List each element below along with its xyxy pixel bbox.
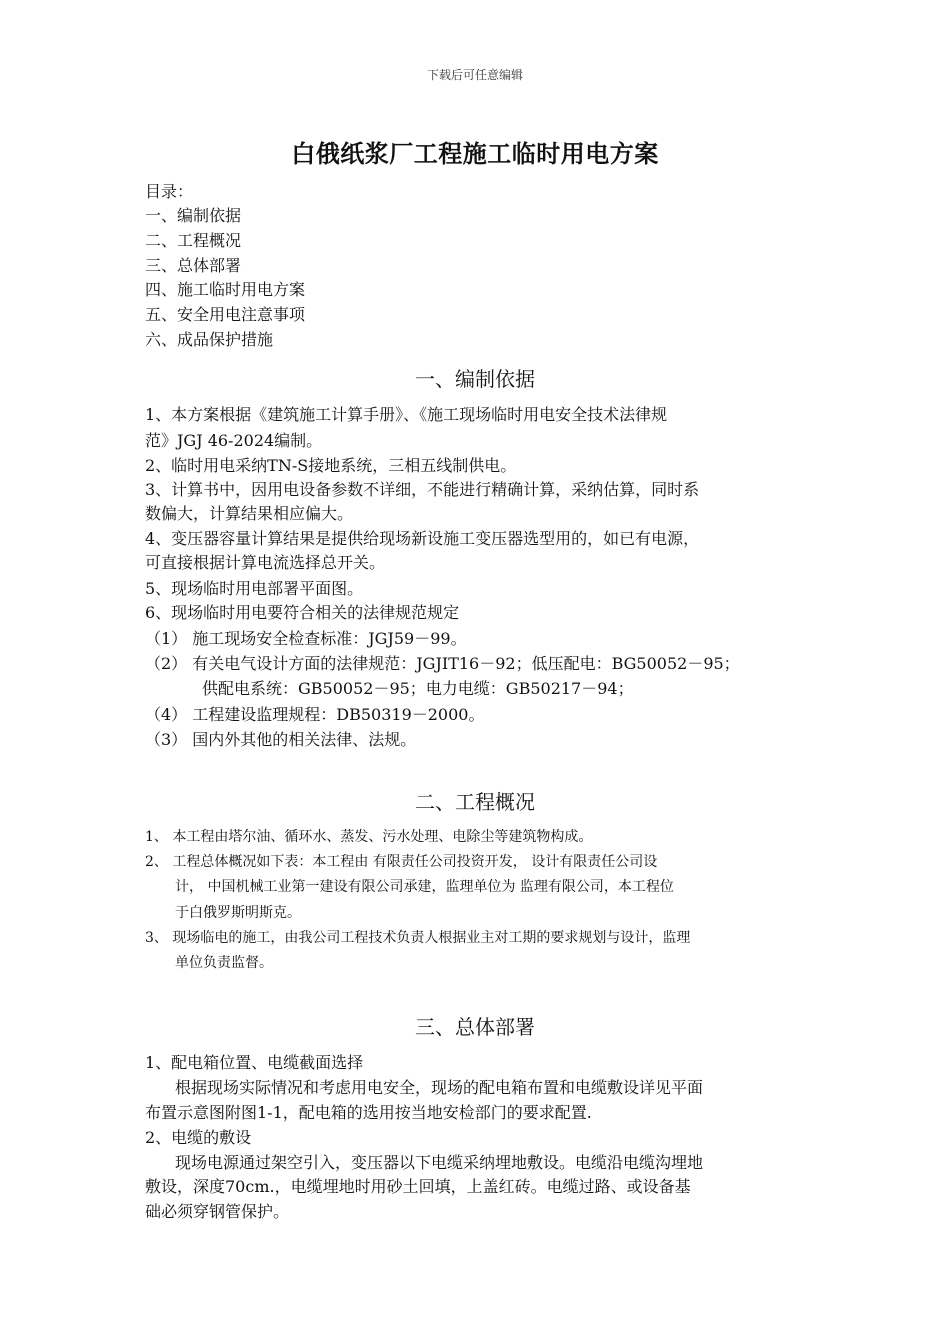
paragraph-line: 2、 工程总体概况如下表：本工程由 有限责任公司投资开发， 设计有限责任公司设 — [145, 854, 658, 870]
header-note: 下载后可任意编辑 — [426, 68, 523, 82]
toc-item: 一、编制依据 — [145, 206, 242, 225]
paragraph-line: 3、 现场临电的施工，由我公司工程技术负责人根据业主对工期的要求规划与设计，监理 — [145, 930, 691, 946]
section-heading: 二、工程概况 — [415, 790, 535, 814]
list-item-continuation: 供配电系统：GB50052－95；电力电缆：GB50217－94； — [202, 679, 634, 698]
paragraph-line: 3、计算书中，因用电设备参数不详细，不能进行精确计算，采纳估算，同时系 — [145, 480, 700, 499]
paragraph-line: 5、现场临时用电部署平面图。 — [145, 579, 364, 598]
paragraph-line: 数偏大，计算结果相应偏大。 — [145, 504, 354, 523]
list-item: （4） 工程建设监理规程：DB50319－2000。 — [145, 705, 485, 724]
list-item: （1） 施工现场安全检查标准：JGJ59－99。 — [145, 629, 467, 648]
paragraph-line: 敷设，深度70cm.，电缆埋地时用砂土回填，上盖红砖。电缆过路、或设备基 — [145, 1177, 691, 1196]
paragraph-line: 6、现场临时用电要符合相关的法律规范规定 — [145, 603, 460, 622]
paragraph-line: 础必须穿钢管保护。 — [145, 1202, 290, 1221]
paragraph-line: 1、 本工程由塔尔油、循环水、蒸发、污水处理、电除尘等建筑物构成。 — [145, 829, 593, 845]
list-item: （2） 有关电气设计方面的法律规范：JGJIT16－92；低压配电：BG50052－95； — [145, 654, 740, 673]
section-heading: 三、总体部署 — [415, 1015, 535, 1039]
paragraph-line: 范》JGJ 46-2024编制。 — [145, 431, 323, 450]
toc-label: 目录： — [145, 182, 194, 201]
paragraph-line: 2、电缆的敷设 — [145, 1128, 252, 1147]
paragraph-line: 于白俄罗斯明斯克。 — [175, 905, 301, 921]
paragraph-line: 布置示意图附图1-1，配电箱的选用按当地安检部门的要求配置. — [145, 1103, 592, 1122]
list-item: （3） 国内外其他的相关法律、法规。 — [145, 730, 417, 749]
section-heading: 一、编制依据 — [415, 367, 535, 391]
paragraph-line: 计， 中国机械工业第一建设有限公司承建，监理单位为 监理有限公司，本工程位 — [175, 879, 674, 895]
paragraph-line: 4、变压器容量计算结果是提供给现场新设施工变压器选型用的，如已有电源， — [145, 529, 700, 548]
paragraph-line: 2、临时用电采纳TN-S接地系统，三相五线制供电。 — [145, 456, 517, 475]
paragraph-line: 单位负责监督。 — [175, 955, 273, 971]
document-title: 白俄纸浆厂工程施工临时用电方案 — [291, 139, 659, 168]
toc-item: 二、工程概况 — [145, 231, 242, 250]
paragraph-line: 1、配电箱位置、电缆截面选择 — [145, 1053, 364, 1072]
toc-item: 三、总体部署 — [145, 256, 242, 275]
toc-item: 五、安全用电注意事项 — [145, 305, 306, 324]
paragraph-line: 根据现场实际情况和考虑用电安全，现场的配电箱布置和电缆敷设详见平面 — [175, 1078, 704, 1097]
toc-item: 四、施工临时用电方案 — [145, 280, 306, 299]
paragraph-line: 可直接根据计算电流选择总开关。 — [145, 553, 386, 572]
toc-item: 六、成品保护措施 — [145, 330, 274, 349]
paragraph-line: 现场电源通过架空引入，变压器以下电缆采纳埋地敷设。电缆沿电缆沟埋地 — [175, 1153, 704, 1172]
paragraph-line: 1、本方案根据《建筑施工计算手册》、《施工现场临时用电安全技术法律规 — [145, 405, 668, 424]
